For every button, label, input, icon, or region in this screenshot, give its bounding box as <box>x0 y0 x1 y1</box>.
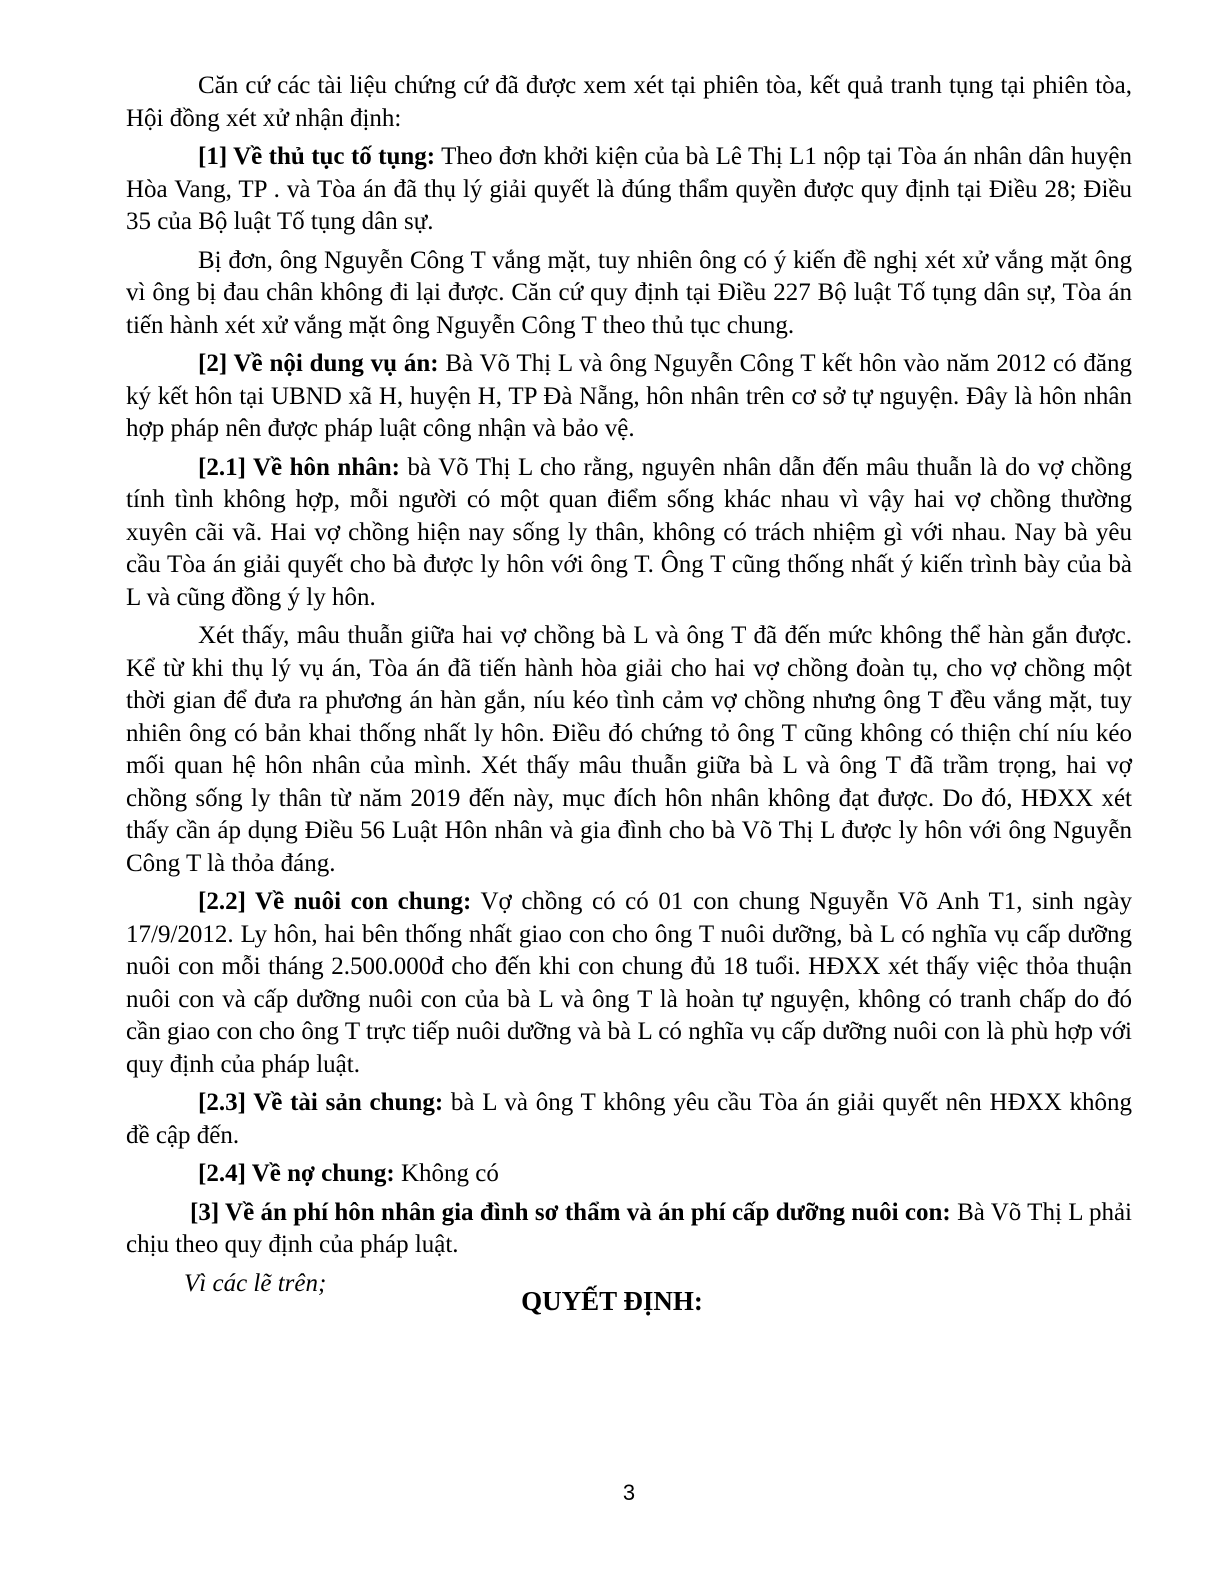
paragraph-common-debt <box>126 1158 1132 1191</box>
paragraph-case-content <box>126 348 1132 446</box>
paragraph-heading: [2.1] Về hôn nhân: <box>198 453 400 481</box>
paragraph-procedure <box>126 141 1132 239</box>
paragraph-heading: [1] Về thủ tục tố tụng: <box>198 143 436 170</box>
closing-line: Vì các lẽ trên; <box>184 1269 327 1297</box>
paragraph-assessment <box>126 620 1132 880</box>
paragraph-text: Bà Võ Thị L và ông Nguyễn Công T kết hôn vào năm 2012 có đăng ký kết hôn tại UBND xã H, huyện H, TP Đà Nẵng, hôn nhân trên cơ sở tự nguyện. Đây là hôn nhân hợp pháp nên được pháp luật công nhận và bảo vệ. <box>126 350 1132 442</box>
paragraph-text: Vợ chồng có có 01 con chung Nguyễn Võ Anh T1, sinh ngày 17/9/2012. Ly hôn, hai bên thống nhất giao con cho ông T nuôi dưỡng, bà L có nghĩa vụ cấp dưỡng nuôi con mỗi tháng 2.500.000đ cho đến khi con chung đủ 18 tuổi. HĐXX xét thấy việc thỏa thuận nuôi con và cấp dưỡng nuôi con của bà L và ông T là hoàn tự nguyện, không có tranh chấp do đó cần giao con cho ông T trực tiếp nuôi dưỡng và bà L có nghĩa vụ cấp dưỡng nuôi con là phù hợp với quy định của pháp luật. <box>126 888 1132 1078</box>
paragraph-defendant-absence <box>126 245 1132 343</box>
paragraph-heading: [2.2] Về nuôi con chung: <box>198 888 472 915</box>
paragraph-common-property <box>126 1087 1132 1152</box>
paragraph-child-custody <box>126 886 1132 1081</box>
paragraph-text: bà L và ông T không yêu cầu Tòa án giải quyết nên HĐXX không đề cập đến. <box>126 1089 1133 1149</box>
paragraph-heading: [3] Về án phí hôn nhân gia đình sơ thẩm và án phí cấp dưỡng nuôi con: <box>190 1198 951 1226</box>
document-body <box>126 70 1132 1306</box>
paragraph-text: bà Võ Thị L cho rằng, nguyên nhân dẫn đến mâu thuẫn là do vợ chồng tính tình không hợp, mỗi người có một quan điểm sống khác nhau vì vậy hai vợ chồng thường xuyên cãi vã. Hai vợ chồng hiện nay sống ly thân, không có trách nhiệm gì với nhau. Nay bà yêu cầu Tòa án giải quyết cho bà được ly hôn với ông T. Ông T cũng thống nhất ý kiến trình bày của bà L và cũng đồng ý ly hôn. <box>126 453 1132 611</box>
paragraph-court-fees <box>126 1197 1132 1262</box>
paragraph-text: Căn cứ các tài liệu chứng cứ đã được xem xét tại phiên tòa, kết quả tranh tụng tại phiên tòa, Hội đồng xét xử nhận định: <box>126 72 1132 132</box>
paragraph-text: Xét thấy, mâu thuẫn giữa hai vợ chồng bà L và ông T đã đến mức không thể hàn gắn được. Kể từ khi thụ lý vụ án, Tòa án đã tiến hành hòa giải cho hai vợ chồng đoàn tụ, cho vợ chồng một thời gian để đưa ra phương án hàn gắn, níu kéo tình cảm vợ chồng nhưng ông T đều vắng mặt, tuy nhiên ông có bản khai thống nhất ly hôn. Điều đó chứng tỏ ông T cũng không có thiện chí níu kéo mối quan hệ hôn nhân của mình. Xét thấy mâu thuẫn giữa bà L và ông T đã trầm trọng, hai vợ chồng sống ly thân từ năm 2019 đến này, mục đích hôn nhân không đạt được. Do đó, HĐXX xét thấy cần áp dụng Điều 56 Luật Hôn nhân và gia đình cho bà Võ Thị L được ly hôn với ông Nguyễn Công T là thỏa đáng. <box>126 622 1132 877</box>
paragraph-text: Bà Võ Thị L phải chịu theo quy định của pháp luật. <box>126 1198 1132 1258</box>
paragraph-text: Theo đơn khởi kiện của bà Lê Thị L1 nộp tại Tòa án nhân dân huyện Hòa Vang, TP . và Tòa án đã thụ lý giải quyết là đúng thẩm quyền được quy định tại Điều 28; Điều 35 của Bộ luật Tố tụng dân sự. <box>126 143 1133 235</box>
paragraph-marriage <box>126 452 1132 615</box>
paragraph-text: Bị đơn, ông Nguyễn Công T vắng mặt, tuy nhiên ông có ý kiến đề nghị xét xử vắng mặt ông vì ông bị đau chân không đi lại được. Căn cứ quy định tại Điều 227 Bộ luật Tố tụng dân sự, Tòa án tiến hành xét xử vắng mặt ông Nguyễn Công T theo thủ tục chung. <box>126 246 1132 339</box>
paragraph-heading: [2.3] Về tài sản chung: <box>198 1089 444 1116</box>
decision-title: QUYẾT ĐỊNH: <box>521 1286 703 1316</box>
page-number: 3 <box>622 1480 636 1505</box>
paragraph-heading: [2.4] Về nợ chung: <box>198 1160 395 1187</box>
paragraph-text: Không có <box>394 1160 499 1187</box>
paragraph-intro <box>126 70 1132 135</box>
paragraph-heading: [2] Về nội dung vụ án: <box>198 350 439 377</box>
